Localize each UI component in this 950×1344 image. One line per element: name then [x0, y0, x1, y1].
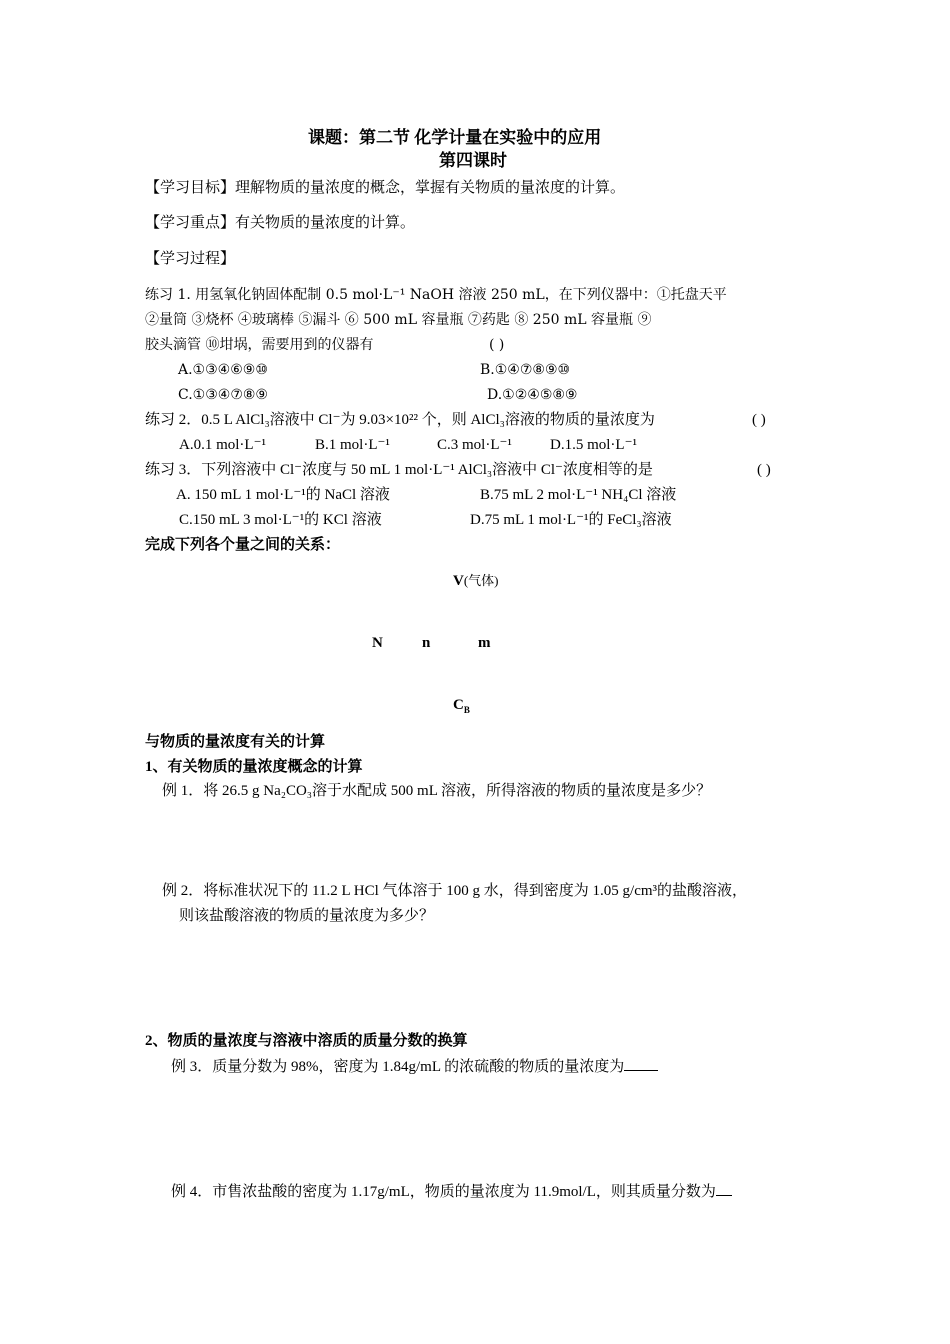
example3: 例 3．质量分数为 98%，密度为 1.84g/mL 的浓硫酸的物质的量浓度为	[171, 1056, 658, 1077]
section1-heading: 1、有关物质的量浓度概念的计算	[145, 759, 363, 775]
learning-focus: 【学习重点】有关物质的量浓度的计算。	[145, 215, 416, 231]
concentration-label: $C_B$	[453, 697, 470, 715]
exercise2-option-b: B.1 mol·L⁻¹	[315, 437, 390, 453]
learning-goal: 【学习目标】理解物质的量浓度的概念，掌握有关物质的量浓度的计算。	[145, 180, 626, 196]
exercise2-question: 练习 2．0.5 L AlCl₃溶液中 Cl⁻为 9.03×10²² 个，则 AlCl₃溶液的物质的量浓度为	[145, 412, 655, 428]
exercise1-option-d: D.①②④⑤⑧⑨	[487, 387, 578, 403]
example1: 例 1．将 26.5 g Na₂CO₃溶于水配成 500 mL 溶液，所得溶液的物质的量浓度是多少？	[162, 783, 712, 799]
learning-process: 【学习过程】	[145, 251, 236, 267]
exercise3-option-b: B.75 mL 2 mol·L⁻¹ NH₄Cl 溶液	[480, 487, 677, 503]
page-subtitle: 第四课时	[439, 151, 507, 170]
exercise2-option-c: C.3 mol·L⁻¹	[437, 437, 512, 453]
particle-number-label: N	[372, 635, 383, 651]
relation-heading: 完成下列各个量之间的关系：	[145, 537, 341, 553]
exercise3-option-a: A. 150 mL 1 mol·L⁻¹的 NaCl 溶液	[176, 487, 390, 503]
example2-line2: 则该盐酸溶液的物质的量浓度为多少？	[179, 908, 435, 924]
mass-label: m	[478, 635, 491, 651]
amount-of-substance-label: n	[422, 635, 431, 651]
exercise2-answer-paren: ( )	[752, 412, 766, 428]
example3-answer-blank[interactable]	[624, 1056, 658, 1071]
exercise1-answer-paren: ( )	[489, 337, 505, 353]
example4: 例 4．市售浓盐酸的密度为 1.17g/mL，物质的量浓度为 11.9mol/L，则其质量分数为	[171, 1181, 732, 1202]
exercise3-option-c: C.150 mL 3 mol·L⁻¹的 KCl 溶液	[179, 512, 382, 528]
example4-answer-blank[interactable]	[716, 1181, 732, 1196]
exercise1-line1: 练习 1. 用氢氧化钠固体配制 0.5 mol·L⁻¹ NaOH 溶液 250 mL，在下列仪器中：①托盘天平	[145, 287, 727, 303]
section2-heading: 2、物质的量浓度与溶液中溶质的质量分数的换算	[145, 1033, 468, 1049]
volume-gas-label: V(气体)	[453, 573, 499, 589]
exercise1-line2: ②量筒 ③烧杯 ④玻璃棒 ⑤漏斗 ⑥ 500 mL 容量瓶 ⑦药匙 ⑧ 250 mL 容量瓶 ⑨	[145, 312, 652, 328]
page-title: 课题：第二节 化学计量在实验中的应用	[308, 128, 602, 147]
calculation-heading: 与物质的量浓度有关的计算	[145, 734, 326, 750]
exercise3-question: 练习 3．下列溶液中 Cl⁻浓度与 50 mL 1 mol·L⁻¹ AlCl₃溶液中 Cl⁻浓度相等的是	[145, 462, 653, 478]
exercise1-line3: 胶头滴管 ⑩坩埚，需要用到的仪器有	[145, 337, 374, 353]
example2-line1: 例 2．将标准状况下的 11.2 L HCl 气体溶于 100 g 水，得到密度为 1.05 g/cm³的盐酸溶液，	[162, 883, 748, 899]
exercise1-option-c: C.①③④⑦⑧⑨	[178, 387, 268, 403]
exercise1-option-a: A.①③④⑥⑨⑩	[178, 362, 268, 378]
exercise3-answer-paren: ( )	[757, 462, 771, 478]
exercise2-option-d: D.1.5 mol·L⁻¹	[550, 437, 637, 453]
exercise2-option-a: A.0.1 mol·L⁻¹	[179, 437, 266, 453]
exercise3-option-d: D.75 mL 1 mol·L⁻¹的 FeCl₃溶液	[470, 512, 672, 528]
exercise1-option-b: B.①④⑦⑧⑨⑩	[480, 362, 571, 378]
